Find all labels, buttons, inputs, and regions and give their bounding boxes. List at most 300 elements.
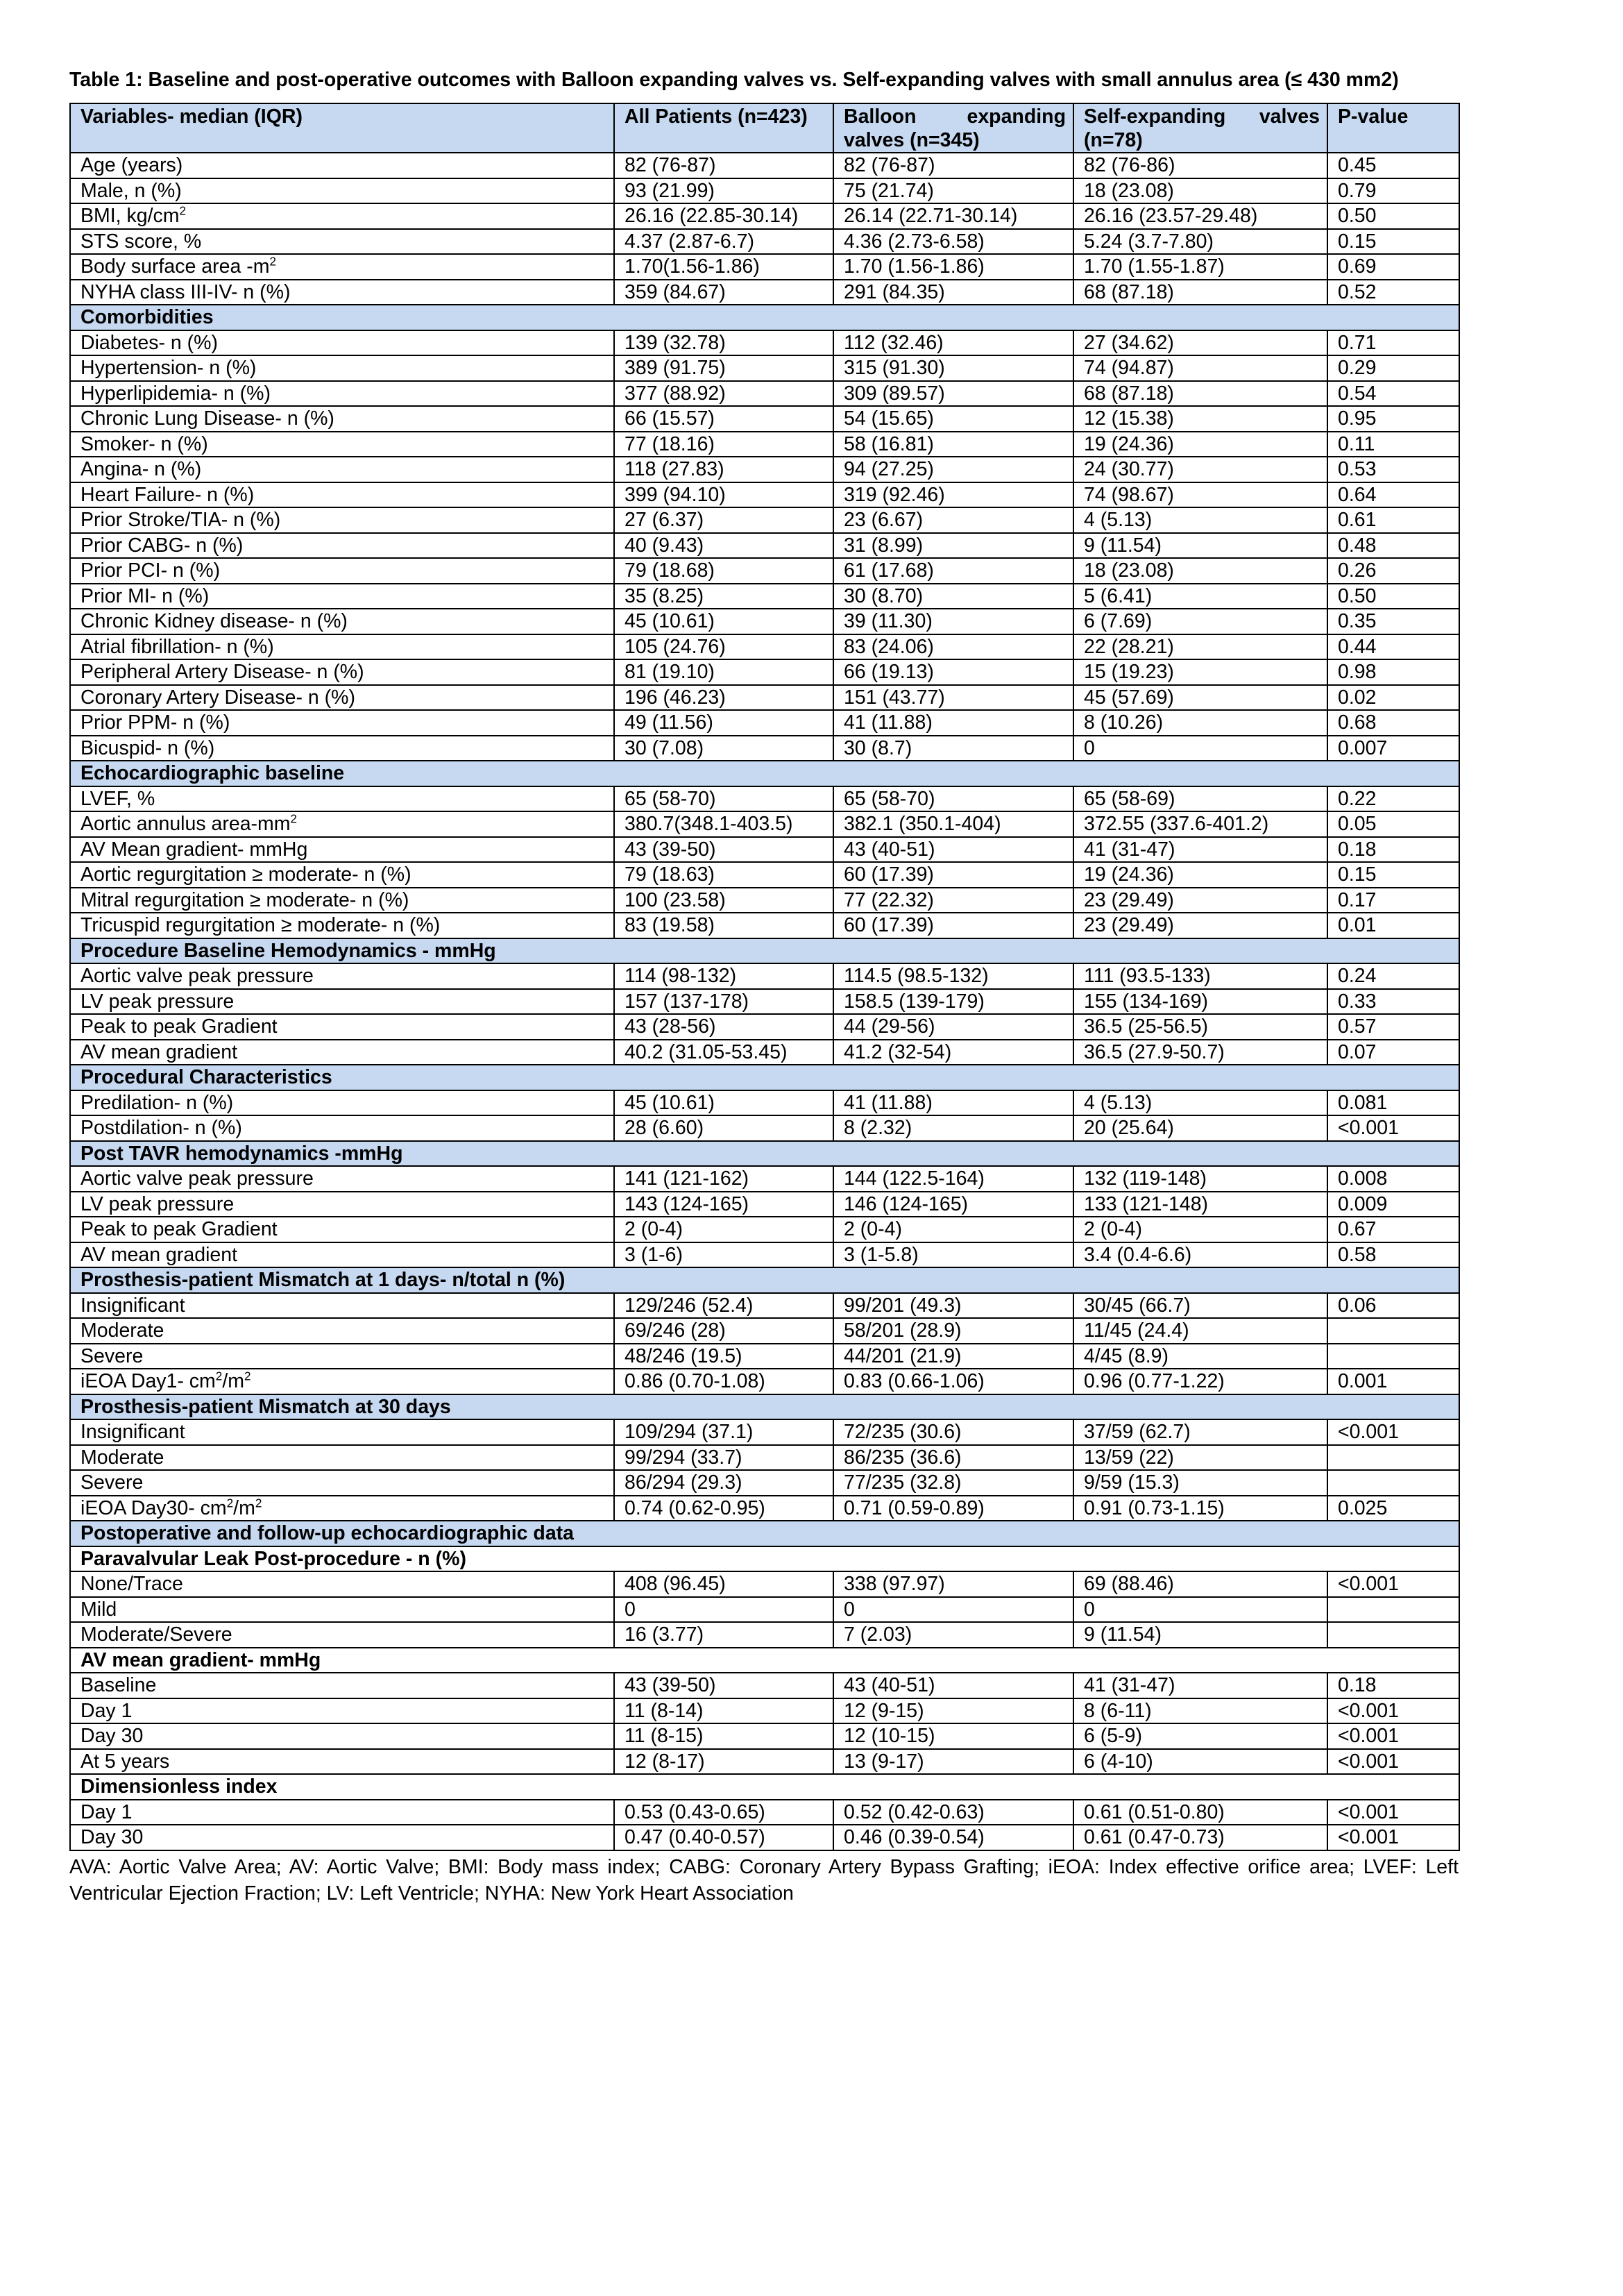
p-value-cell: 0.71 <box>1327 330 1459 356</box>
self-expanding-cell: 15 (19.23) <box>1073 659 1327 685</box>
self-expanding-cell: 2 (0-4) <box>1073 1217 1327 1242</box>
all-patients-cell: 109/294 (37.1) <box>614 1419 833 1445</box>
table-row <box>70 913 1459 938</box>
variable-label: None/Trace <box>80 1573 183 1595</box>
p-value-cell <box>1327 1344 1459 1369</box>
all-patients-cell: 196 (46.23) <box>614 685 833 711</box>
variable-cell <box>70 178 614 204</box>
variable-cell <box>70 685 614 711</box>
self-expanding-cell: 5 (6.41) <box>1073 584 1327 609</box>
table-row <box>70 1470 1459 1496</box>
variable-label: Smoker- n (%) <box>80 432 208 455</box>
self-expanding-cell: 372.55 (337.6-401.2) <box>1073 811 1327 837</box>
self-expanding-cell: 155 (134-169) <box>1073 989 1327 1015</box>
variable-label: Predilation- n (%) <box>80 1091 234 1114</box>
all-patients-cell: 81 (19.10) <box>614 659 833 685</box>
table-row <box>70 1344 1459 1369</box>
variable-cell <box>70 736 614 761</box>
variable-label: Mild <box>80 1598 117 1621</box>
balloon-expanding-cell: 112 (32.46) <box>833 330 1073 356</box>
section-label: Comorbidities <box>70 305 1459 330</box>
variable-label: Aortic valve peak pressure <box>80 1167 314 1190</box>
p-value-cell: 0.98 <box>1327 659 1459 685</box>
balloon-expanding-cell: 0.71 (0.59-0.89) <box>833 1496 1073 1521</box>
all-patients-cell: 16 (3.77) <box>614 1622 833 1648</box>
all-patients-cell: 143 (124-165) <box>614 1192 833 1217</box>
variable-label: NYHA class III-IV- n (%) <box>80 280 291 303</box>
self-expanding-cell: 0.96 (0.77-1.22) <box>1073 1369 1327 1394</box>
variable-cell <box>70 1369 614 1394</box>
balloon-expanding-cell: 23 (6.67) <box>833 507 1073 533</box>
all-patients-cell: 389 (91.75) <box>614 355 833 381</box>
table-row <box>70 1369 1459 1394</box>
p-value-cell <box>1327 1318 1459 1344</box>
all-patients-cell: 45 (10.61) <box>614 1090 833 1116</box>
variable-label: Tricuspid regurgitation ≥ moderate- n (%) <box>80 914 441 936</box>
balloon-expanding-cell: 315 (91.30) <box>833 355 1073 381</box>
table-row <box>70 1825 1459 1850</box>
document <box>69 67 1459 1907</box>
all-patients-cell: 27 (6.37) <box>614 507 833 533</box>
p-value-cell: 0.22 <box>1327 786 1459 812</box>
table-row <box>70 406 1459 432</box>
section-label: Echocardiographic baseline <box>70 761 1459 786</box>
p-value-cell: 0.15 <box>1327 862 1459 888</box>
variable-cell <box>70 1115 614 1141</box>
header-balloon-expanding: Balloon expanding valves (n=345) <box>833 103 1073 153</box>
superscript: 2 <box>255 1496 262 1510</box>
variable-cell <box>70 634 614 660</box>
balloon-expanding-cell: 146 (124-165) <box>833 1192 1073 1217</box>
balloon-expanding-cell: 0.83 (0.66-1.06) <box>833 1369 1073 1394</box>
variable-label: Peak to peak Gradient <box>80 1218 278 1240</box>
balloon-expanding-cell: 309 (89.57) <box>833 381 1073 407</box>
variable-cell <box>70 1800 614 1825</box>
section-header-row <box>70 1394 1459 1420</box>
variable-cell <box>70 1293 614 1319</box>
variable-label: Chronic Kidney disease- n (%) <box>80 610 348 632</box>
table-row <box>70 254 1459 280</box>
all-patients-cell: 157 (137-178) <box>614 989 833 1015</box>
all-patients-cell: 79 (18.63) <box>614 862 833 888</box>
balloon-expanding-cell: 12 (10-15) <box>833 1723 1073 1749</box>
superscript: 2 <box>290 812 298 826</box>
variable-cell <box>70 1419 614 1445</box>
all-patients-cell: 359 (84.67) <box>614 280 833 305</box>
subsection-header-row <box>70 1648 1459 1673</box>
balloon-expanding-cell: 8 (2.32) <box>833 1115 1073 1141</box>
balloon-expanding-cell: 41 (11.88) <box>833 1090 1073 1116</box>
all-patients-cell: 1.70(1.56-1.86) <box>614 254 833 280</box>
balloon-expanding-cell: 41 (11.88) <box>833 710 1073 736</box>
variable-label: Aortic regurgitation ≥ moderate- n (%) <box>80 863 411 886</box>
all-patients-cell: 11 (8-15) <box>614 1723 833 1749</box>
balloon-expanding-cell: 99/201 (49.3) <box>833 1293 1073 1319</box>
table-row <box>70 381 1459 407</box>
balloon-expanding-cell: 0.46 (0.39-0.54) <box>833 1825 1073 1850</box>
section-header-row <box>70 1065 1459 1090</box>
all-patients-cell: 399 (94.10) <box>614 482 833 508</box>
self-expanding-cell: 22 (28.21) <box>1073 634 1327 660</box>
balloon-expanding-cell: 77 (22.32) <box>833 888 1073 913</box>
subsection-label: Paravalvular Leak Post-procedure - n (%) <box>70 1546 1459 1572</box>
p-value-cell: 0.50 <box>1327 584 1459 609</box>
table-row <box>70 584 1459 609</box>
p-value-cell: <0.001 <box>1327 1115 1459 1141</box>
section-header-row <box>70 1141 1459 1167</box>
table-row <box>70 558 1459 584</box>
section-header-row <box>70 938 1459 964</box>
variable-cell <box>70 1445 614 1471</box>
table-row <box>70 989 1459 1015</box>
p-value-cell: 0.35 <box>1327 609 1459 634</box>
variable-label: LV peak pressure <box>80 990 235 1013</box>
variable-cell <box>70 406 614 432</box>
variable-cell <box>70 888 614 913</box>
balloon-expanding-cell: 291 (84.35) <box>833 280 1073 305</box>
p-value-cell: <0.001 <box>1327 1698 1459 1724</box>
subsection-header-row <box>70 1546 1459 1572</box>
p-value-cell: <0.001 <box>1327 1800 1459 1825</box>
all-patients-cell: 105 (24.76) <box>614 634 833 660</box>
balloon-expanding-cell: 114.5 (98.5-132) <box>833 963 1073 989</box>
all-patients-cell: 40 (9.43) <box>614 533 833 559</box>
balloon-expanding-cell: 58 (16.81) <box>833 432 1073 457</box>
table-row <box>70 1673 1459 1698</box>
variable-cell <box>70 1166 614 1192</box>
p-value-cell: 0.081 <box>1327 1090 1459 1116</box>
self-expanding-cell: 24 (30.77) <box>1073 457 1327 482</box>
self-expanding-cell: 8 (6-11) <box>1073 1698 1327 1724</box>
self-expanding-cell: 0.61 (0.51-0.80) <box>1073 1800 1327 1825</box>
variable-cell <box>70 1571 614 1597</box>
variable-cell <box>70 507 614 533</box>
table-row <box>70 634 1459 660</box>
p-value-cell: 0.69 <box>1327 254 1459 280</box>
table-row <box>70 1090 1459 1116</box>
variable-label: Coronary Artery Disease- n (%) <box>80 686 355 709</box>
self-expanding-cell: 3.4 (0.4-6.6) <box>1073 1242 1327 1268</box>
section-header-row <box>70 761 1459 786</box>
all-patients-cell: 0.53 (0.43-0.65) <box>614 1800 833 1825</box>
p-value-cell: 0.52 <box>1327 280 1459 305</box>
balloon-expanding-cell: 43 (40-51) <box>833 837 1073 863</box>
variable-label: Moderate <box>80 1446 164 1469</box>
table-row <box>70 229 1459 255</box>
variable-label: Moderate/Severe <box>80 1623 232 1646</box>
variable-label: iEOA Day1- cm <box>80 1370 216 1392</box>
self-expanding-cell: 4/45 (8.9) <box>1073 1344 1327 1369</box>
all-patients-cell: 2 (0-4) <box>614 1217 833 1242</box>
variable-label: Angina- n (%) <box>80 458 202 480</box>
all-patients-cell: 77 (18.16) <box>614 432 833 457</box>
table-header-row <box>70 103 1459 153</box>
variable-label: Atrial fibrillation- n (%) <box>80 635 274 658</box>
variable-cell <box>70 432 614 457</box>
self-expanding-cell: 41 (31-47) <box>1073 837 1327 863</box>
variable-cell <box>70 963 614 989</box>
self-expanding-cell: 9 (11.54) <box>1073 1622 1327 1648</box>
table-row <box>70 1217 1459 1242</box>
balloon-expanding-cell: 0.52 (0.42-0.63) <box>833 1800 1073 1825</box>
variable-label: Prior Stroke/TIA- n (%) <box>80 509 281 531</box>
variable-label: Chronic Lung Disease- n (%) <box>80 407 334 430</box>
p-value-cell: 0.33 <box>1327 989 1459 1015</box>
section-header-row <box>70 305 1459 330</box>
all-patients-cell: 141 (121-162) <box>614 1166 833 1192</box>
table-row <box>70 1040 1459 1065</box>
variable-label: Age (years) <box>80 154 183 176</box>
balloon-expanding-cell: 13 (9-17) <box>833 1749 1073 1775</box>
variable-cell <box>70 609 614 634</box>
variable-cell <box>70 355 614 381</box>
self-expanding-cell: 26.16 (23.57-29.48) <box>1073 203 1327 229</box>
balloon-expanding-cell: 7 (2.03) <box>833 1622 1073 1648</box>
p-value-cell: 0.18 <box>1327 837 1459 863</box>
self-expanding-cell: 8 (10.26) <box>1073 710 1327 736</box>
p-value-cell: 0.26 <box>1327 558 1459 584</box>
section-header-row <box>70 1267 1459 1293</box>
p-value-cell: 0.57 <box>1327 1014 1459 1040</box>
self-expanding-cell: 19 (24.36) <box>1073 432 1327 457</box>
p-value-cell <box>1327 1445 1459 1471</box>
table-row <box>70 659 1459 685</box>
p-value-cell: 0.01 <box>1327 913 1459 938</box>
self-expanding-cell: 6 (7.69) <box>1073 609 1327 634</box>
table-row <box>70 786 1459 812</box>
p-value-cell: 0.025 <box>1327 1496 1459 1521</box>
all-patients-cell: 100 (23.58) <box>614 888 833 913</box>
all-patients-cell: 43 (28-56) <box>614 1014 833 1040</box>
all-patients-cell: 3 (1-6) <box>614 1242 833 1268</box>
balloon-expanding-cell: 3 (1-5.8) <box>833 1242 1073 1268</box>
variable-cell <box>70 457 614 482</box>
table-row <box>70 153 1459 178</box>
all-patients-cell: 93 (21.99) <box>614 178 833 204</box>
variable-cell <box>70 1192 614 1217</box>
balloon-expanding-cell: 319 (92.46) <box>833 482 1073 508</box>
table-row <box>70 280 1459 305</box>
variable-cell <box>70 558 614 584</box>
variable-label: Prior PPM- n (%) <box>80 711 230 734</box>
table-row <box>70 330 1459 356</box>
all-patients-cell: 129/246 (52.4) <box>614 1293 833 1319</box>
table-row <box>70 862 1459 888</box>
subsection-label: AV mean gradient- mmHg <box>70 1648 1459 1673</box>
balloon-expanding-cell: 86/235 (36.6) <box>833 1445 1073 1471</box>
table-row <box>70 1318 1459 1344</box>
table-row <box>70 811 1459 837</box>
variable-label: Heart Failure- n (%) <box>80 483 255 506</box>
variable-label: BMI, kg/cm <box>80 205 180 227</box>
table-body <box>70 153 1459 1850</box>
balloon-expanding-cell: 1.70 (1.56-1.86) <box>833 254 1073 280</box>
variable-label: Aortic valve peak pressure <box>80 965 314 987</box>
variable-label: Day 30 <box>80 1826 144 1848</box>
balloon-expanding-cell: 94 (27.25) <box>833 457 1073 482</box>
self-expanding-cell: 69 (88.46) <box>1073 1571 1327 1597</box>
p-value-cell: 0.64 <box>1327 482 1459 508</box>
p-value-cell: 0.17 <box>1327 888 1459 913</box>
outcomes-table <box>69 103 1460 1851</box>
p-value-cell: 0.05 <box>1327 811 1459 837</box>
table-row <box>70 1571 1459 1597</box>
variable-cell <box>70 584 614 609</box>
variable-label: STS score, % <box>80 230 202 253</box>
balloon-expanding-cell: 58/201 (28.9) <box>833 1318 1073 1344</box>
variable-label: Moderate <box>80 1319 164 1342</box>
self-expanding-cell: 68 (87.18) <box>1073 280 1327 305</box>
section-header-row <box>70 1521 1459 1546</box>
all-patients-cell: 99/294 (33.7) <box>614 1445 833 1471</box>
all-patients-cell: 28 (6.60) <box>614 1115 833 1141</box>
p-value-cell: 0.06 <box>1327 1293 1459 1319</box>
self-expanding-cell: 23 (29.49) <box>1073 888 1327 913</box>
variable-cell <box>70 1217 614 1242</box>
variable-label: Day 1 <box>80 1699 133 1722</box>
self-expanding-cell: 9 (11.54) <box>1073 533 1327 559</box>
variable-cell <box>70 710 614 736</box>
p-value-cell: 0.58 <box>1327 1242 1459 1268</box>
variable-label: Severe <box>80 1471 144 1494</box>
table-row <box>70 1014 1459 1040</box>
table-row <box>70 736 1459 761</box>
variable-cell <box>70 1090 614 1116</box>
variable-cell <box>70 381 614 407</box>
variable-label: Diabetes- n (%) <box>80 331 218 354</box>
all-patients-cell: 69/246 (28) <box>614 1318 833 1344</box>
table-row <box>70 178 1459 204</box>
subsection-header-row <box>70 1774 1459 1800</box>
variable-cell <box>70 153 614 178</box>
balloon-expanding-cell: 151 (43.77) <box>833 685 1073 711</box>
all-patients-cell: 48/246 (19.5) <box>614 1344 833 1369</box>
superscript: 2 <box>244 1369 251 1383</box>
balloon-expanding-cell: 39 (11.30) <box>833 609 1073 634</box>
variable-label-cont: /m <box>222 1370 244 1392</box>
section-label: Postoperative and follow-up echocardiographic data <box>70 1521 1459 1546</box>
p-value-cell: 0.53 <box>1327 457 1459 482</box>
p-value-cell: <0.001 <box>1327 1825 1459 1850</box>
self-expanding-cell: 0.91 (0.73-1.15) <box>1073 1496 1327 1521</box>
self-expanding-cell: 30/45 (66.7) <box>1073 1293 1327 1319</box>
balloon-expanding-cell: 44 (29-56) <box>833 1014 1073 1040</box>
section-label: Prosthesis-patient Mismatch at 30 days <box>70 1394 1459 1420</box>
self-expanding-cell: 65 (58-69) <box>1073 786 1327 812</box>
self-expanding-cell: 12 (15.38) <box>1073 406 1327 432</box>
all-patients-cell: 0.74 (0.62-0.95) <box>614 1496 833 1521</box>
p-value-cell: <0.001 <box>1327 1571 1459 1597</box>
table-row <box>70 710 1459 736</box>
variable-cell <box>70 1496 614 1521</box>
self-expanding-cell: 27 (34.62) <box>1073 330 1327 356</box>
p-value-cell <box>1327 1622 1459 1648</box>
variable-cell <box>70 1318 614 1344</box>
self-expanding-cell: 6 (4-10) <box>1073 1749 1327 1775</box>
table-row <box>70 1115 1459 1141</box>
section-label: Prosthesis-patient Mismatch at 1 days- n/total n (%) <box>70 1267 1459 1293</box>
p-value-cell: 0.67 <box>1327 1217 1459 1242</box>
table-row <box>70 203 1459 229</box>
balloon-expanding-cell: 72/235 (30.6) <box>833 1419 1073 1445</box>
self-expanding-cell: 4 (5.13) <box>1073 1090 1327 1116</box>
table-row <box>70 1419 1459 1445</box>
p-value-cell: 0.79 <box>1327 178 1459 204</box>
all-patients-cell: 83 (19.58) <box>614 913 833 938</box>
self-expanding-cell: 132 (119-148) <box>1073 1166 1327 1192</box>
variable-cell <box>70 1014 614 1040</box>
variable-cell <box>70 837 614 863</box>
all-patients-cell: 66 (15.57) <box>614 406 833 432</box>
footnote: AVA: Aortic Valve Area; AV: Aortic Valve; BMI: Body mass index; CABG: Coronary Artery Bypass Grafting; iEOA: Index effective orifice area; LVEF: Left Ventricular Ejection Fraction; LV: Left Ventricle; NYHA: New York Heart Association <box>69 1855 1459 1905</box>
balloon-expanding-cell: 83 (24.06) <box>833 634 1073 660</box>
p-value-cell: 0.95 <box>1327 406 1459 432</box>
balloon-expanding-cell: 2 (0-4) <box>833 1217 1073 1242</box>
p-value-cell: 0.68 <box>1327 710 1459 736</box>
all-patients-cell: 65 (58-70) <box>614 786 833 812</box>
table-row <box>70 533 1459 559</box>
balloon-expanding-cell: 60 (17.39) <box>833 862 1073 888</box>
variable-cell <box>70 1698 614 1724</box>
variable-cell <box>70 1723 614 1749</box>
variable-label: LVEF, % <box>80 787 155 810</box>
variable-label: Prior CABG- n (%) <box>80 534 244 557</box>
balloon-expanding-cell: 158.5 (139-179) <box>833 989 1073 1015</box>
balloon-expanding-cell: 77/235 (32.8) <box>833 1470 1073 1496</box>
variable-cell <box>70 786 614 812</box>
balloon-expanding-cell: 60 (17.39) <box>833 913 1073 938</box>
variable-label: LV peak pressure <box>80 1192 235 1215</box>
self-expanding-cell: 11/45 (24.4) <box>1073 1318 1327 1344</box>
variable-cell <box>70 1825 614 1850</box>
self-expanding-cell: 23 (29.49) <box>1073 913 1327 938</box>
all-patients-cell: 408 (96.45) <box>614 1571 833 1597</box>
p-value-cell: 0.18 <box>1327 1673 1459 1698</box>
header-p-value: P-value <box>1327 103 1459 153</box>
balloon-expanding-cell: 65 (58-70) <box>833 786 1073 812</box>
superscript: 2 <box>179 204 187 218</box>
variable-label: Mitral regurgitation ≥ moderate- n (%) <box>80 888 409 911</box>
variable-label: Postdilation- n (%) <box>80 1117 242 1139</box>
variable-cell <box>70 1242 614 1268</box>
self-expanding-cell: 133 (121-148) <box>1073 1192 1327 1217</box>
self-expanding-cell: 41 (31-47) <box>1073 1673 1327 1698</box>
all-patients-cell: 380.7(348.1-403.5) <box>614 811 833 837</box>
variable-label-cont: /m <box>233 1496 255 1519</box>
all-patients-cell: 86/294 (29.3) <box>614 1470 833 1496</box>
p-value-cell <box>1327 1597 1459 1623</box>
all-patients-cell: 43 (39-50) <box>614 837 833 863</box>
table-row <box>70 1622 1459 1648</box>
table-row <box>70 1192 1459 1217</box>
variable-cell <box>70 1622 614 1648</box>
self-expanding-cell: 36.5 (27.9-50.7) <box>1073 1040 1327 1065</box>
variable-label: Prior MI- n (%) <box>80 584 210 607</box>
balloon-expanding-cell: 30 (8.7) <box>833 736 1073 761</box>
variable-cell <box>70 229 614 255</box>
variable-cell <box>70 913 614 938</box>
self-expanding-cell: 82 (76-86) <box>1073 153 1327 178</box>
table-row <box>70 1698 1459 1724</box>
p-value-cell: 0.02 <box>1327 685 1459 711</box>
variable-label: Aortic annulus area-mm <box>80 813 291 835</box>
balloon-expanding-cell: 41.2 (32-54) <box>833 1040 1073 1065</box>
table-row <box>70 1496 1459 1521</box>
variable-cell <box>70 1673 614 1698</box>
balloon-expanding-cell: 144 (122.5-164) <box>833 1166 1073 1192</box>
balloon-expanding-cell: 31 (8.99) <box>833 533 1073 559</box>
self-expanding-cell: 0 <box>1073 736 1327 761</box>
